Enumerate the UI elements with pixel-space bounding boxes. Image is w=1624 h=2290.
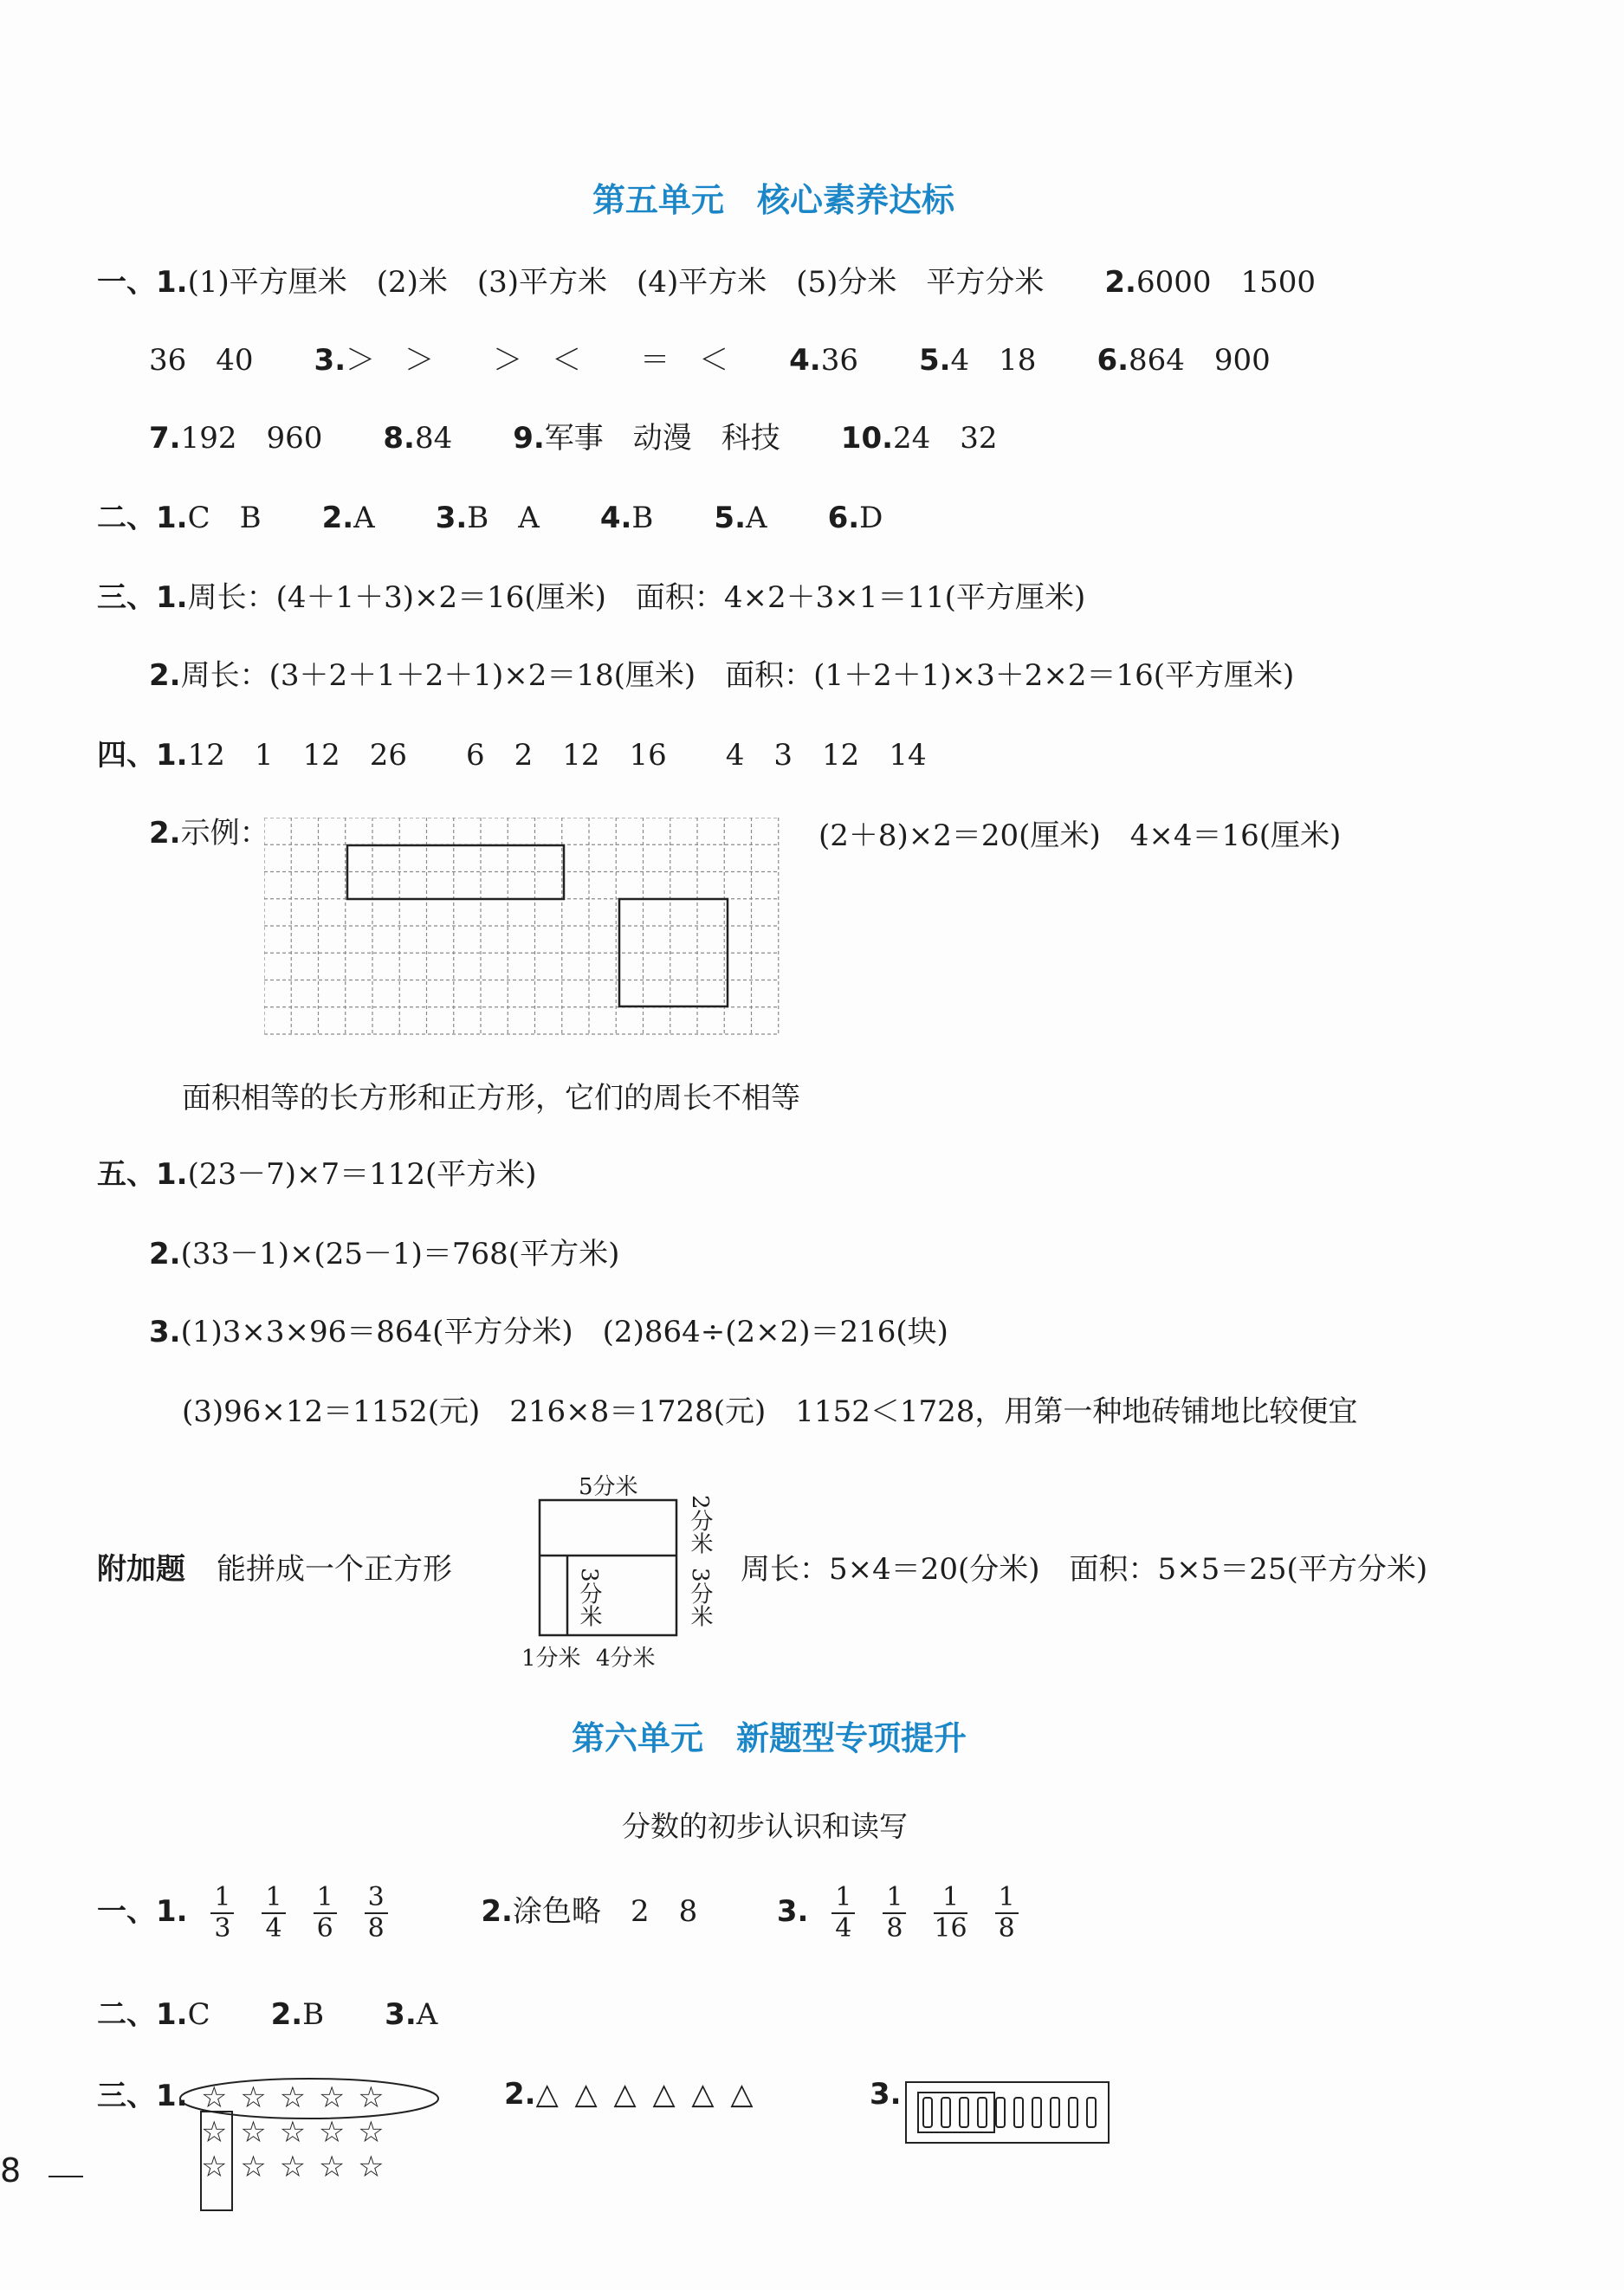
fraction [883,1883,906,1944]
unit5-title: 第五单元 核心素养达标 [592,181,955,219]
answer: D [859,501,883,535]
s4-line2 [149,816,269,851]
answer: 84 [414,421,453,456]
fig-bottom-right-label: 4分米 [596,1646,656,1672]
u6-s3-label [97,2079,188,2113]
example-label: 示例： [180,816,269,851]
fraction [365,1883,388,1944]
denominator: 8 [998,1913,1015,1944]
s3-line1 [97,580,1085,615]
answer: (1)平方厘米 (2)米 (3)平方米 (4)平方米 (5)分米 平方分米 [187,265,1045,300]
s4-line1 [97,738,927,773]
section-label: 三、 [97,2079,156,2113]
answer: 192 960 [180,421,323,456]
q-number: 8. [383,421,415,456]
bar-mark [996,2098,1005,2127]
s4-calc: (2＋8)×2＝20(厘米) 4×4＝16(厘米) [818,818,1342,853]
answer: 周长：(3＋2＋1＋2＋1)×2＝18(厘米) 面积：(1＋2＋1)×3＋2×2＝16(平方厘米) [180,658,1295,693]
answer: 864 900 [1129,343,1271,378]
answer: (33－1)×(25－1)＝768(平方米) [180,1237,620,1271]
answer: A [746,501,767,535]
q-number: 7. [149,421,181,456]
answer: 36 40 [149,343,254,378]
q-number: 1. [156,1997,188,2032]
answer: 涂色略 2 8 [512,1894,698,1929]
bar-mark [1069,2098,1077,2127]
answer: (1)3×3×96＝864(平方分米) (2)864÷(2×2)＝216(块) [180,1315,948,1349]
numerator: 1 [262,1883,285,1914]
q-number: 4. [789,343,821,378]
q-number: 3. [870,2077,902,2112]
page-number: 8 [0,2151,22,2190]
answer: C B [187,501,262,535]
answer: B A [467,501,540,535]
s5-line1 [97,1157,537,1192]
fig-right-bottom-label: 3分米 [687,1568,713,1627]
fraction-group-1 [197,1882,401,1944]
answer: A [353,501,375,535]
bar-mark [941,2098,950,2127]
u6-s2-line [97,1997,437,2032]
q-number: 6. [1097,343,1129,378]
s4-conclusion: 面积相等的长方形和正方形，它们的周长不相等 [182,1081,800,1116]
page-number-rule [49,2176,83,2177]
answer: B [302,1997,325,2032]
q-number: 9. [513,421,545,456]
fig-right-top-label: 2分米 [687,1495,713,1555]
fraction [995,1883,1019,1944]
numerator: 1 [934,1883,967,1914]
s1-line2 [149,343,1271,378]
q-number: 5. [918,343,951,378]
bar-mark [1087,2098,1096,2127]
bonus-calc: 周长：5×4＝20(分米) 面积：5×5＝25(平方分米) [741,1552,1428,1587]
q-number: 3. [776,1894,809,1929]
bar-mark [1014,2098,1023,2127]
bar-mark [1032,2098,1041,2127]
bar-mark [923,2098,932,2127]
q-number: 5. [714,501,746,535]
s5-line2 [149,1237,619,1271]
numerator: 1 [314,1883,337,1914]
answer: 周长：(4＋1＋3)×2＝16(厘米) 面积：4×2＋3×1＝11(平方厘米) [187,580,1086,615]
u6-s3-q2 [504,2077,757,2112]
bar-mark [960,2098,968,2127]
denominator: 8 [886,1913,903,1944]
denominator: 8 [367,1913,385,1944]
numerator: 3 [365,1883,388,1914]
q-number: 1. [156,738,188,773]
section-label: 二、 [97,501,156,535]
section-label: 三、 [97,580,156,615]
fig-bottom-left-label: 1分米 [521,1646,581,1672]
fig-inner-label: 3分米 [576,1568,602,1627]
s5-line4: (3)96×12＝1152(元) 216×8＝1728(元) 1152＜1728，用第一种地砖铺地比较便宜 [182,1394,1358,1429]
q-number: 3. [435,501,468,535]
q-number: 3. [149,1315,181,1349]
u6-s3-q3 [870,2077,902,2112]
answer: 36 [820,343,858,378]
bar-mark [978,2098,987,2127]
q-number: 1. [156,2079,188,2113]
bonus-text: 能拼成一个正方形 [217,1552,452,1587]
q-number: 1. [156,1894,188,1929]
s1-line3 [149,421,998,456]
denominator: 6 [316,1913,333,1944]
q-number: 2. [149,816,181,851]
q-number: 2. [481,1894,513,1929]
q-number: 1. [156,265,188,300]
numerator: 1 [883,1883,906,1914]
answer: 24 32 [893,421,998,456]
answer: B [631,501,654,535]
q-number: 2. [504,2077,536,2112]
fraction [262,1883,285,1944]
section-label: 一、 [97,265,156,300]
q-number: 2. [321,501,354,535]
answer: (23－7)×7＝112(平方米) [187,1157,537,1192]
section-label: 二、 [97,1997,156,2032]
fraction [210,1883,234,1944]
denominator: 4 [265,1913,282,1944]
q-number: 3. [385,1997,417,2032]
denominator: 16 [934,1913,967,1944]
answer: 4 18 [950,343,1037,378]
numerator: 1 [995,1883,1019,1914]
unit6-title: 第六单元 新题型专项提升 [572,1719,967,1757]
bars-figure [904,2080,1112,2144]
answer: 12 1 12 26 6 2 12 16 4 3 12 14 [187,738,927,773]
fraction [934,1883,967,1944]
fraction-group-3 [818,1882,1032,1944]
fraction [314,1883,337,1944]
unit6-subtitle: 分数的初步认识和读写 [622,1809,908,1843]
grid-figure [264,818,784,1039]
bar-mark [1051,2098,1059,2127]
section-label: 一、 [97,1894,156,1929]
q-number: 1. [156,580,188,615]
section-label: 五、 [97,1157,156,1192]
s1-line1 [97,265,1316,300]
star-row-3: ☆ ☆ ☆ ☆ ☆ [201,2150,386,2184]
q-number: 2. [1104,265,1136,300]
q-number: 1. [156,501,188,535]
bonus-line [97,1552,452,1587]
denominator: 3 [214,1913,231,1944]
bonus-label: 附加题 [97,1552,185,1587]
answer: 军事 动漫 科技 [544,421,780,456]
numerator: 1 [210,1883,234,1914]
answer: 6000 1500 [1136,265,1317,300]
s3-line2 [149,658,1294,693]
numerator: 1 [831,1883,855,1914]
answer: A [416,1997,438,2032]
section-label: 四、 [97,738,156,773]
q-number: 6. [827,501,860,535]
s2-line [97,501,883,535]
q-number: 1. [156,1157,188,1192]
q-number: 10. [840,421,894,456]
fig-top-label: 5分米 [579,1474,638,1500]
answer: C [187,1997,210,2032]
answer: ＞ ＞ ＞ ＜ ＝ ＜ [346,343,729,378]
q-number: 2. [270,1997,303,2032]
star-row-2: ☆ ☆ ☆ ☆ ☆ [201,2115,386,2150]
fraction [831,1883,855,1944]
triangles: △ △ △ △ △ △ [535,2077,757,2112]
q-number: 2. [149,658,181,693]
denominator: 4 [835,1913,852,1944]
q-number: 4. [599,501,632,535]
u6-s1-line [97,1873,1032,1950]
q-number: 3. [314,343,346,378]
s5-line3 [149,1315,948,1349]
q-number: 2. [149,1237,181,1271]
star-row-1: ☆ ☆ ☆ ☆ ☆ [201,2080,386,2115]
